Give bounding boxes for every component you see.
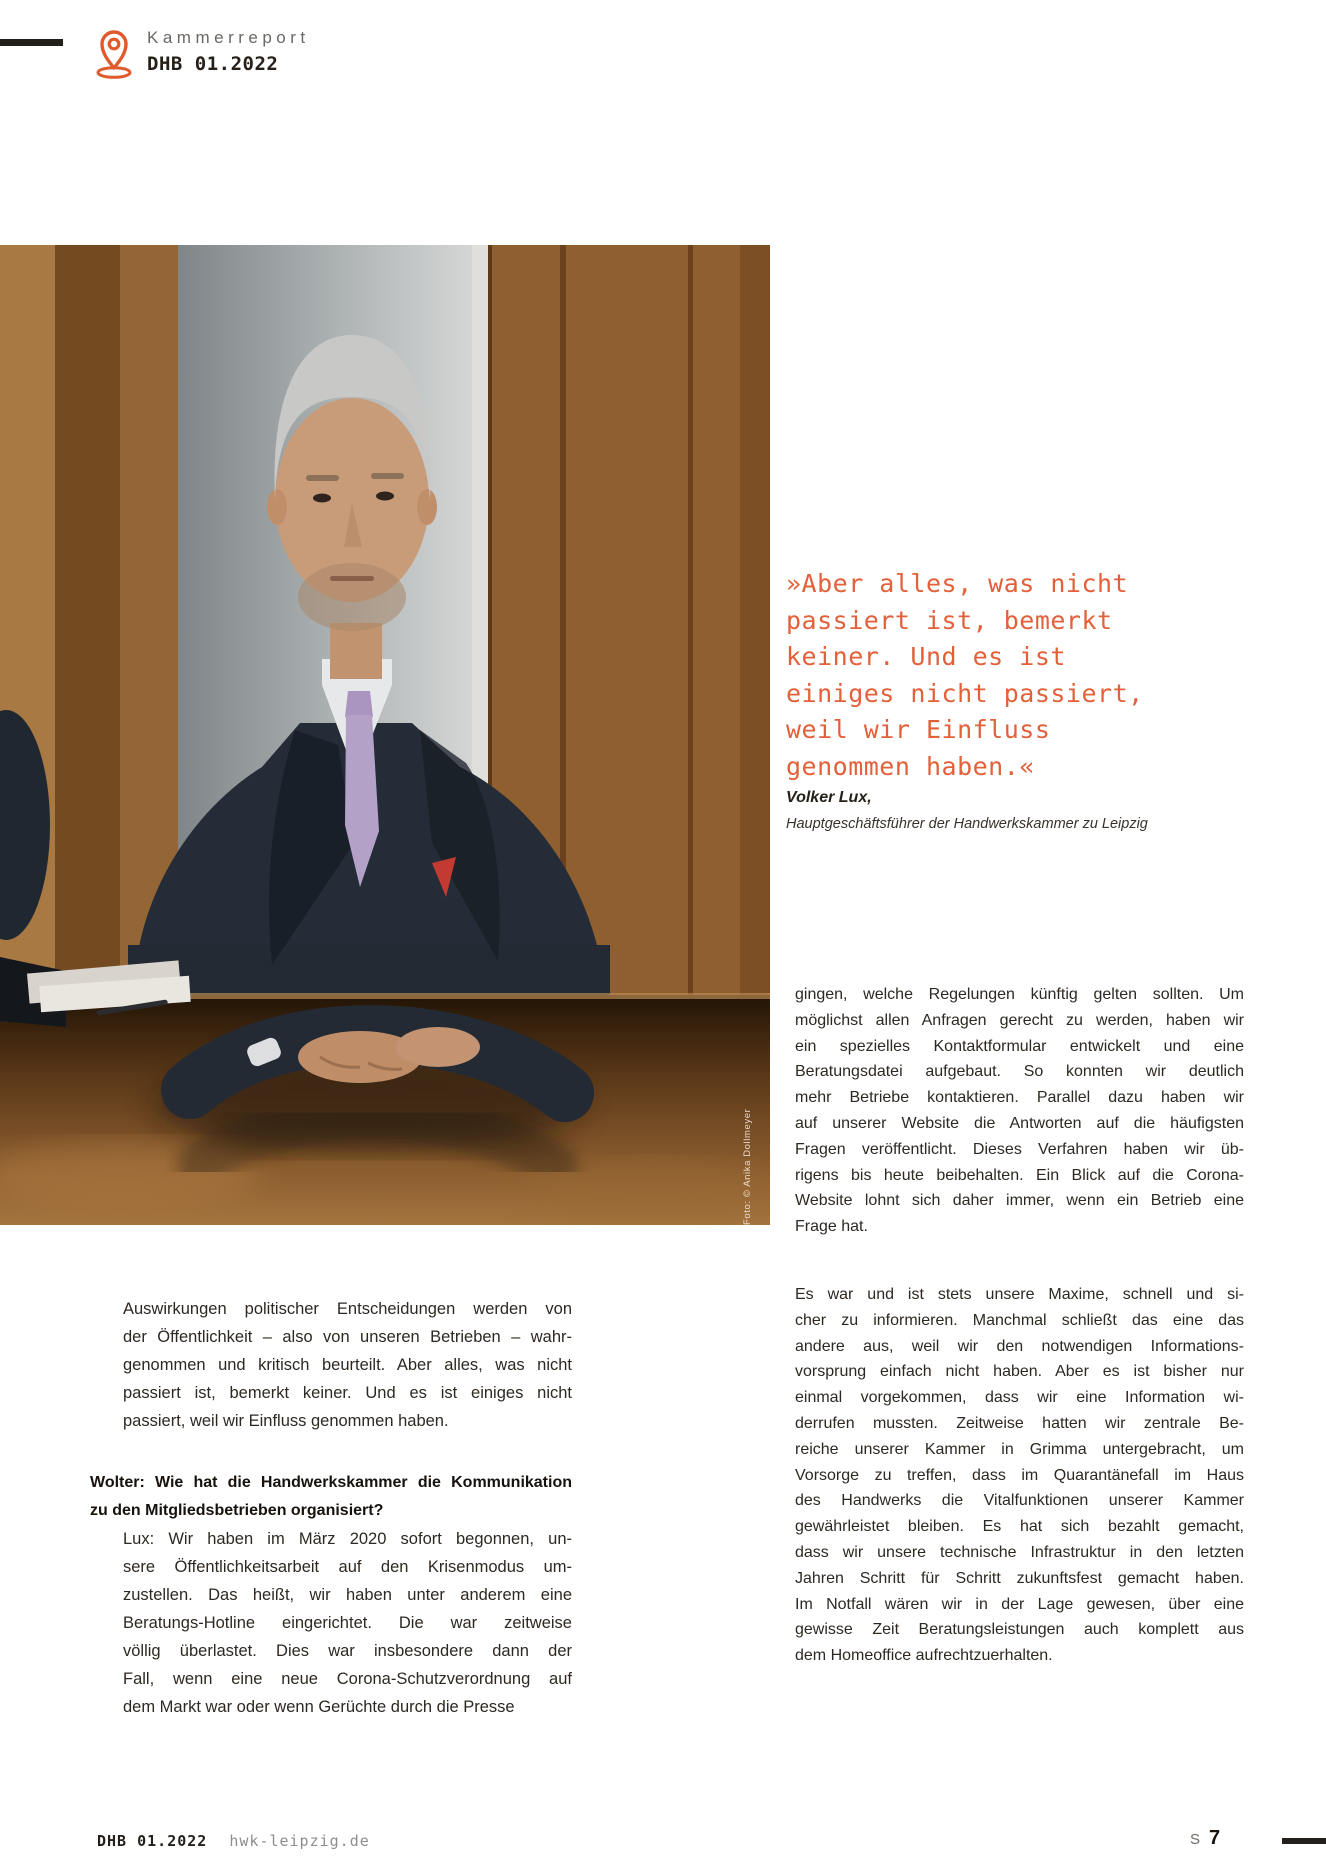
text-line: mehr Betriebe kontaktieren. Parallel dazu haben wir: [795, 1089, 1244, 1107]
text-line: einiges nicht passiert,: [786, 678, 1144, 708]
photo-credit: Foto: © Anika Dollmeyer: [742, 1108, 753, 1225]
text-line: einmal vorgekommen, dass wir eine Information wi-: [795, 1389, 1244, 1407]
text-line: dem Markt war oder wenn Gerüchte durch die Presse: [123, 1698, 515, 1716]
text-line: zu den Mitgliedsbetrieben organisiert?: [90, 1502, 384, 1519]
footer-left: [97, 1832, 370, 1850]
text-line: »Aber alles, was nicht: [786, 569, 1129, 598]
attribution-name: Volker Lux,: [786, 789, 872, 806]
text-line: Frage hat.: [795, 1218, 868, 1236]
text-line: weil wir Einfluss: [786, 715, 1051, 744]
text-line: passiert, weil wir Einfluss genommen haben.: [123, 1412, 449, 1430]
text-line: Wolter: Wie hat die Handwerkskammer die Kommunikation: [90, 1474, 572, 1491]
text-line: Jahren Schritt für Schritt zukunftsfest gemacht haben.: [795, 1569, 1244, 1587]
footer-website-link[interactable]: hwk-leipzig.de: [229, 1832, 370, 1850]
paragraph-body: [90, 1295, 572, 1435]
text-line: zustellen. Das heißt, wir haben unter anderem eine: [123, 1586, 572, 1604]
page-label: S: [1190, 1831, 1201, 1848]
article-column-left: [90, 1295, 572, 1721]
text-line: genommen haben.«: [786, 751, 1035, 781]
text-line: Beratungs-Hotline eingerichtet. Die war zeitweise: [123, 1614, 572, 1632]
text-line: Beratungsdatei aufgebaut. So konnten wir deutlich: [795, 1063, 1244, 1081]
paragraph-body: [795, 1282, 1244, 1669]
text-line: rigens bis heute beibehalten. Ein Blick auf die Corona-: [795, 1166, 1244, 1184]
paragraph-question: [90, 1469, 572, 1525]
text-line: gewisse Zeit Beratungsleistungen auch komplett aus: [795, 1621, 1244, 1639]
text-line: genommen und kritisch beurteilt. Aber alles, was nicht: [123, 1356, 572, 1374]
pull-quote: [786, 566, 1196, 785]
map-pin-icon-svg: [92, 26, 136, 80]
text-line: Vorsorge zu treffen, dass im Quarantänefall im Haus: [795, 1466, 1244, 1484]
text-line: passiert ist, bemerkt: [786, 605, 1113, 635]
text-line: derrufen mussten. Zeitweise hatten wir zentrale Be-: [795, 1414, 1244, 1432]
attribution-role: Hauptgeschäftsführer der Handwerkskammer zu Leipzig: [786, 816, 1148, 832]
text-line: Es war und ist stets unsere Maxime, schnell und si-: [795, 1285, 1244, 1303]
text-line: des Handwerks die Vitalfunktionen unserer Kammer: [795, 1492, 1244, 1510]
article-column-right: [795, 982, 1244, 1669]
text-line: vorsprung einfach nicht haben. Aber es ist bisher nur: [795, 1363, 1244, 1381]
text-line: dem Homeoffice aufrechtzuerhalten.: [795, 1647, 1053, 1665]
text-line: möglichst allen Anfragen gerecht zu werden, haben wir: [795, 1011, 1244, 1029]
text-line: völlig überlastet. Dies war insbesondere dann der: [123, 1642, 572, 1660]
text-line: gewährleistet bleiben. Es hat sich bezahlt gemacht,: [795, 1518, 1244, 1536]
text-line: passiert ist, bemerkt keiner. Und es ist einiges nicht: [123, 1384, 572, 1402]
text-line: Website lohnt sich daher immer, wenn ein Betrieb eine: [795, 1192, 1244, 1210]
text-line: dass wir unsere technische Infrastruktur in den letzten: [795, 1543, 1244, 1561]
paragraph-answer: [90, 1525, 572, 1721]
issue-label: DHB 01.2022: [147, 53, 279, 75]
text-line: Auswirkungen politischer Entscheidungen werden von: [123, 1300, 572, 1318]
portrait-photo-illustration: [0, 245, 770, 1225]
section-title: Kammerreport: [147, 28, 310, 47]
text-line: Fall, wenn eine neue Corona-Schutzverordnung auf: [123, 1670, 572, 1688]
page-number: 7: [1209, 1827, 1221, 1849]
brand-block: [147, 28, 310, 75]
text-line: cher zu informieren. Manchmal schließt das eine das: [795, 1311, 1244, 1329]
text-line: Fragen veröffentlicht. Dieses Verfahren haben wir üb-: [795, 1140, 1244, 1158]
interview-photo: [0, 245, 770, 1225]
footer-rule: [1282, 1838, 1326, 1844]
footer-page-indicator: [1190, 1827, 1220, 1850]
text-line: reiche unserer Kammer in Grimma untergebracht, um: [795, 1440, 1244, 1458]
text-line: keiner. Und es ist: [786, 642, 1066, 671]
text-line: Im Notfall wären wir in der Lage gewesen, über eine: [795, 1595, 1244, 1613]
text-line: Lux: Wir haben im März 2020 sofort begonnen, un-: [123, 1530, 572, 1548]
text-line: sere Öffentlichkeitsarbeit auf den Krisenmodus um-: [123, 1558, 572, 1576]
quote-attribution: [786, 789, 1148, 832]
paragraph-body: [795, 982, 1244, 1240]
text-line: gingen, welche Regelungen künftig gelten sollten. Um: [795, 986, 1244, 1003]
text-line: der Öffentlichkeit – also von unseren Betrieben – wahr-: [123, 1328, 572, 1346]
text-line: ein spezielles Kontaktformular entwickelt und eine: [795, 1037, 1244, 1055]
footer-issue-label: DHB 01.2022: [97, 1832, 208, 1850]
text-line: auf unserer Website die Antworten auf die häufigsten: [795, 1114, 1244, 1132]
text-line: andere aus, weil wir den notwendigen Informations-: [795, 1337, 1244, 1355]
header-rule: [0, 39, 63, 46]
hwk-map-pin-icon: [92, 26, 136, 80]
